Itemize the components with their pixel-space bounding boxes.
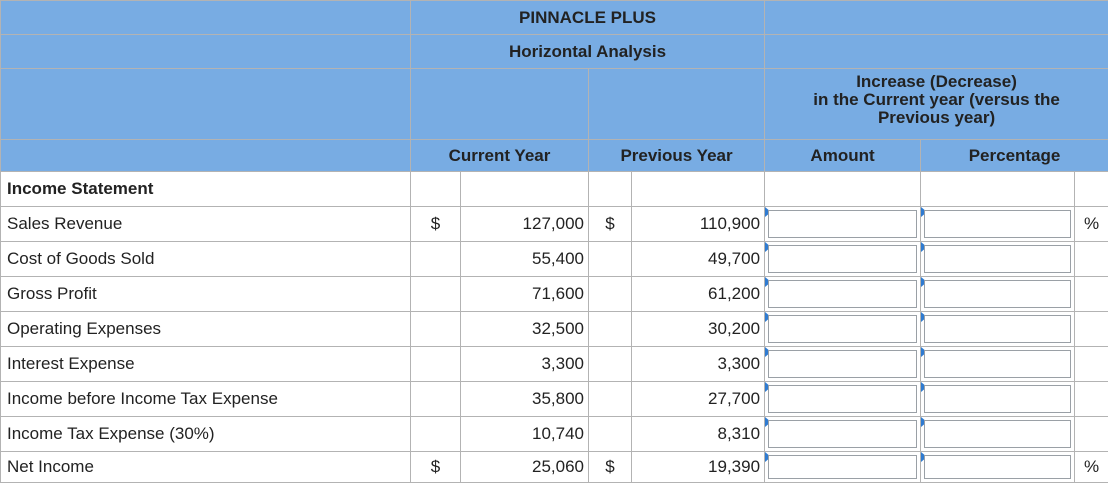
row-label: Income Tax Expense (30%) [1,417,411,452]
current-year-value: 3,300 [461,347,589,382]
percentage-header: Percentage [921,140,1108,172]
percentage-input-cell [921,277,1075,312]
percentage-input-cell [921,347,1075,382]
table-row [1,242,1108,277]
amount-input-cell [765,207,921,242]
current-year-value: 35,800 [461,382,589,417]
table-row [1,277,1108,312]
amount-input[interactable] [768,350,917,378]
percentage-input[interactable] [924,280,1071,308]
percentage-input-cell [921,312,1075,347]
analysis-title: Horizontal Analysis [411,35,765,69]
currency-symbol: $ [589,452,632,483]
previous-year-value: 30,200 [632,312,765,347]
amount-input[interactable] [768,210,917,238]
amount-input[interactable] [768,245,917,273]
table-row [1,452,1108,483]
amount-input-cell [765,242,921,277]
previous-year-value: 27,700 [632,382,765,417]
table-row [1,382,1108,417]
row-label: Income before Income Tax Expense [1,382,411,417]
current-year-header: Current Year [411,140,589,172]
previous-year-value: 3,300 [632,347,765,382]
row-label: Sales Revenue [1,207,411,242]
amount-input-cell [765,452,921,483]
previous-year-value: 49,700 [632,242,765,277]
amount-header: Amount [765,140,921,172]
currency-symbol: $ [589,207,632,242]
amount-input-cell [765,347,921,382]
previous-year-value: 19,390 [632,452,765,483]
percentage-input[interactable] [924,455,1071,479]
percentage-input[interactable] [924,245,1071,273]
row-label: Cost of Goods Sold [1,242,411,277]
analysis-title-row [1,35,1108,69]
table-row [1,347,1108,382]
row-label: Gross Profit [1,277,411,312]
current-year-value: 10,740 [461,417,589,452]
current-year-value: 71,600 [461,277,589,312]
amount-input-cell [765,312,921,347]
amount-input[interactable] [768,420,917,448]
current-year-value: 55,400 [461,242,589,277]
percentage-input[interactable] [924,420,1071,448]
company-name: PINNACLE PLUS [411,1,765,35]
row-label: Interest Expense [1,347,411,382]
currency-symbol: $ [411,452,461,483]
amount-input-cell [765,382,921,417]
percentage-input-cell [921,207,1075,242]
amount-input[interactable] [768,455,917,479]
percentage-input[interactable] [924,350,1071,378]
previous-year-value: 8,310 [632,417,765,452]
section-row [1,172,1108,207]
percentage-input[interactable] [924,385,1071,413]
section-label: Income Statement [1,172,411,207]
percent-symbol: % [1075,452,1108,483]
percentage-input-cell [921,452,1075,483]
percentage-input[interactable] [924,210,1071,238]
currency-symbol: $ [411,207,461,242]
table-row [1,207,1108,242]
amount-input[interactable] [768,385,917,413]
previous-year-header: Previous Year [589,140,765,172]
amount-input[interactable] [768,280,917,308]
increase-header-line2: in the Current year (versus the [813,90,1060,109]
amount-input-cell [765,417,921,452]
percentage-input-cell [921,417,1075,452]
percentage-input[interactable] [924,315,1071,343]
current-year-value: 127,000 [461,207,589,242]
table-row [1,312,1108,347]
row-label: Net Income [1,452,411,483]
company-title-row [1,1,1108,35]
percent-symbol: % [1075,207,1108,242]
current-year-value: 25,060 [461,452,589,483]
percentage-input-cell [921,382,1075,417]
current-year-value: 32,500 [461,312,589,347]
increase-header-row [1,69,1108,140]
table-row [1,417,1108,452]
amount-input[interactable] [768,315,917,343]
increase-header-line3: Previous year) [877,108,996,127]
previous-year-value: 110,900 [632,207,765,242]
percentage-input-cell [921,242,1075,277]
increase-header-line1: Increase (Decrease) [856,72,1017,91]
amount-input-cell [765,277,921,312]
row-label: Operating Expenses [1,312,411,347]
column-header-row [1,140,1108,172]
increase-decrease-header [765,69,1108,140]
previous-year-value: 61,200 [632,277,765,312]
